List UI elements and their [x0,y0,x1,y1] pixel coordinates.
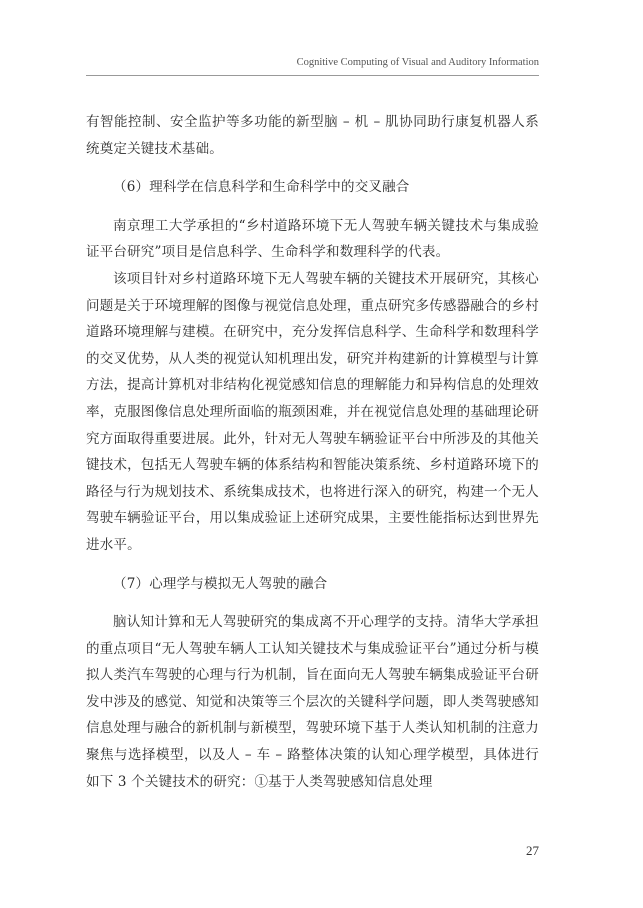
page-body [86,109,539,795]
paragraph-project-detail: 该项目针对乡村道路环境下无人驾驶车辆的关键技术开展研究，其核心问题是关于环境理解的图像与视觉信息处理，重点研究多传感器融合的乡村道路环境理解与建模。在研究中，充分发挥信息科学、生命科学和数理科学的交叉优势，从人类的视觉认知机理出发，研究并构建新的计算模型与计算方法，提高计算机对非结构化视觉感知信息的理解能力和异构信息的处理效率，克服图像信息处理所面临的瓶颈困难，并在视觉信息处理的基础理论研究方面取得重要进展。此外，针对无人驾驶车辆验证平台中所涉及的其他关键技术，包括无人驾驶车辆的体系结构和智能决策系统、乡村道路环境下的路径与行为规划技术、系统集成技术，也将进行深入的研究，构建一个无人驾驶车辆验证平台，用以集成验证上述研究成果，主要性能指标达到世界先进水平。 [86,270,539,553]
page-number: 27 [526,843,539,858]
section-heading-6: （6）理科学在信息科学和生命科学中的交叉融合 [113,179,410,196]
paragraph-psychology: 脑认知计算和无人驾驶研究的集成离不开心理学的支持。清华大学承担的重点项目“无人驾驶车辆人工认知关键技术与集成验证平台”通过分析与模拟人类汽车驾驶的心理与行为机制，旨在面向无人驾驶车辆集成验证平台研发中涉及的感觉、知觉和决策等三个层次的关键科学问题，即人类驾驶感知信息处理与融合的新机制与新模型，驾驶环境下基于人类认知机制的注意力聚焦与选择模型，以及人 – 车 – 路整体决策的认知心理学模型，具体进行如下 3 个关键技术的研究：①基于人类驾驶感知信息处理 [86,614,539,790]
running-header-title: Cognitive Computing of Visual and Auditory Information [296,57,539,68]
paragraph-continuation: 有智能控制、安全监护等多功能的新型脑 – 机 – 肌协同助行康复机器人系统奠定关键技术基础。 [86,114,539,157]
header-divider [86,75,539,76]
section-heading-7: （7）心理学与模拟无人驾驶的融合 [113,575,328,592]
paragraph-project-intro: 南京理工大学承担的“乡村道路环境下无人驾驶车辆关键技术与集成验证平台研究”项目是信息科学、生命科学和数理科学的代表。 [86,217,539,261]
